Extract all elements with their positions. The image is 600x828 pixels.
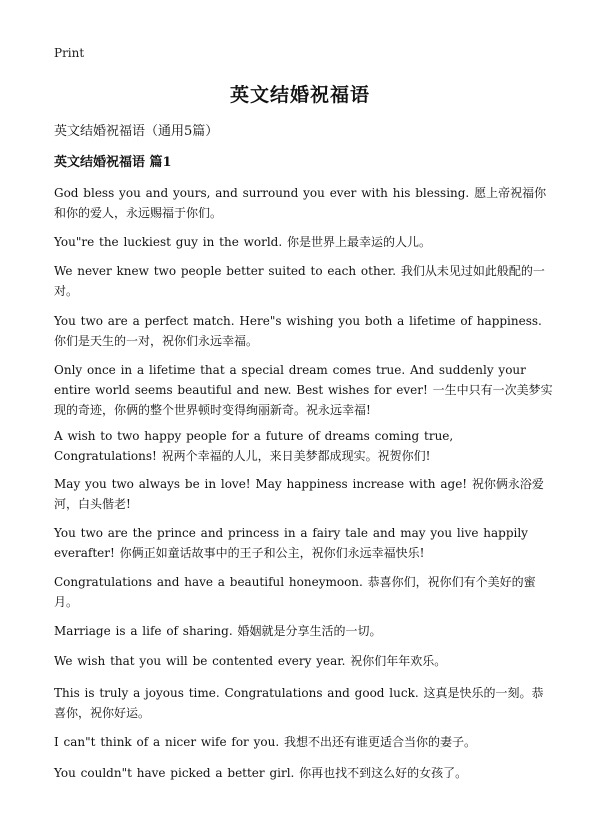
paragraph: A wish to two happy people for a future of dreams coming true, Congratulations! 祝两个幸福的人儿，来日美梦都成现实。祝贺你们!	[54, 429, 454, 463]
paragraph: Congratulations and have a beautiful honeymoon. 恭喜你们，祝你们有个美好的蜜月。	[54, 575, 536, 609]
paragraph: May you two always be in love! May happiness increase with age! 祝你俩永浴爱河，白头偕老!	[54, 477, 544, 511]
paragraph: You"re the luckiest guy in the world. 你是世界上最幸运的人儿。	[54, 235, 431, 249]
paragraph: You two are the prince and princess in a fairy tale and may you live happily everafter! 你俩正如童话故事中的王子和公主，祝你们永远幸福快乐!	[54, 526, 528, 560]
paragraph: We wish that you will be contented every year. 祝你们年年欢乐。	[54, 654, 447, 668]
paragraph: I can"t think of a nicer wife for you. 我想不出还有谁更适合当你的妻子。	[54, 735, 476, 749]
paragraph: We never knew two people better suited to each other. 我们从未见过如此般配的一对。	[54, 264, 545, 298]
paragraph: God bless you and yours, and surround you ever with his blessing. 愿上帝祝福你和你的爱人，永远赐福于你们。	[54, 186, 547, 220]
paragraph: Only once in a lifetime that a special dream comes true. And suddenly your entire world seems beautiful and new. Best wishes for ever! 一生中只有一次美梦实现的奇迹，你俩的整个世界顿时变得绚丽新奇。祝永远幸福!	[54, 363, 553, 417]
section-heading: 英文结婚祝福语 篇1	[54, 155, 172, 170]
paragraph: This is truly a joyous time. Congratulations and good luck. 这真是快乐的一刻。恭喜你，祝你好运。	[54, 686, 544, 720]
document-subtitle: 英文结婚祝福语（通用5篇）	[54, 124, 219, 139]
paragraph: Marriage is a life of sharing. 婚姻就是分享生活的一切。	[54, 624, 382, 638]
paragraph: You two are a perfect match. Here"s wishing you both a lifetime of happiness. 你们是天生的一对，祝你们永远幸福。	[54, 314, 542, 348]
document-title: 英文结婚祝福语	[229, 84, 370, 106]
paragraph: You couldn"t have picked a better girl. 你再也找不到这么好的女孩了。	[54, 766, 468, 780]
print-link[interactable]: Print	[54, 46, 85, 60]
